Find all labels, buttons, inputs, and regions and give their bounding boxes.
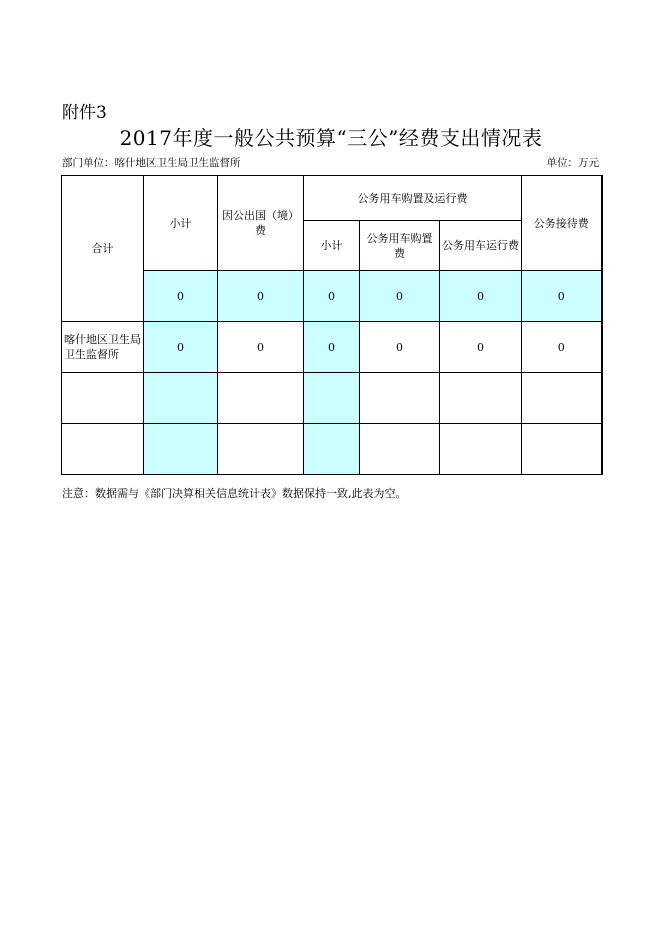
total-cell: 0 [218,271,304,322]
row-label: 喀什地区卫生局卫生监督所 [62,322,144,373]
header-vehicle-subtotal: 小计 [304,221,360,271]
table-row [62,424,602,475]
value-cell [144,373,218,424]
table-row [62,322,602,373]
value-cell: 0 [440,322,522,373]
total-cell: 0 [440,271,522,322]
footnote: 注意：数据需与《部门决算相关信息统计表》数据保持一致,此表为空。 [62,487,407,500]
table-row [62,373,602,424]
row-label [62,373,144,424]
value-cell: 0 [218,322,304,373]
page-title: 2017年度一般公共预算“三公”经费支出情况表 [119,126,543,150]
value-cell [522,373,602,424]
total-cell: 0 [304,271,360,322]
attachment-label: 附件3 [62,103,107,123]
value-cell [440,424,522,475]
header-subtotal: 小计 [144,176,218,271]
header-vehicle-operation: 公务用车运行费 [440,221,522,271]
value-cell: 0 [360,322,440,373]
value-cell: 0 [144,322,218,373]
row-label [62,424,144,475]
header-row-1 [62,176,602,221]
total-cell: 0 [522,271,602,322]
header-reception: 公务接待费 [522,176,602,271]
currency-unit: 单位：万元 [546,157,599,169]
header-vehicle-purchase: 公务用车购置费 [360,221,440,271]
department-unit: 部门单位：喀什地区卫生局卫生监督所 [62,157,241,169]
value-cell [360,424,440,475]
value-cell [440,373,522,424]
total-cell: 0 [360,271,440,322]
value-cell [360,373,440,424]
total-cell: 0 [144,271,218,322]
value-cell [522,424,602,475]
header-vehicle-group: 公务用车购置及运行费 [304,176,522,221]
value-cell: 0 [522,322,602,373]
value-cell [144,424,218,475]
header-abroad: 因公出国（境）费 [218,176,304,271]
expense-table [61,175,603,475]
value-cell [218,373,304,424]
value-cell [304,373,360,424]
value-cell [304,424,360,475]
value-cell: 0 [304,322,360,373]
header-total: 合计 [62,176,144,322]
value-cell [218,424,304,475]
